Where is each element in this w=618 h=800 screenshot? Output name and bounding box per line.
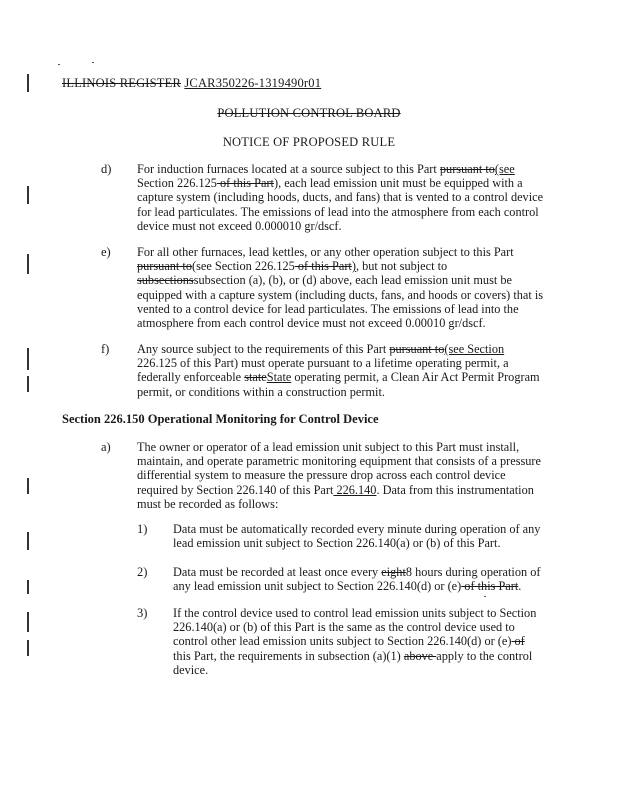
register-header — [62, 76, 321, 91]
change-bar — [27, 186, 29, 204]
change-bar — [27, 348, 29, 370]
change-bar — [27, 640, 29, 656]
para-e-label: e) — [101, 245, 111, 259]
item-2-label: 2) — [137, 565, 148, 579]
scan-speck — [92, 62, 94, 63]
register-strike: ILLINOIS REGISTER — [62, 76, 182, 90]
scan-speck — [484, 596, 486, 597]
change-bar — [27, 376, 29, 392]
item-1-label: 1) — [137, 522, 148, 536]
item-3: If the control device used to control lead emission units subject to Section 226.140(a) or (b) of this Part is the same as the control device used to control other lead emission units subject to Section 226.140(d) or (e) of this Part, the requirements in subsection (a)(1) above apply to the control device. — [173, 606, 537, 677]
item-2: Data must be recorded at least once every eight8 hours during operation of any lead emission unit subject to Section 226.140(d) or (e) of this Part. — [173, 565, 541, 594]
notice-title: NOTICE OF PROPOSED RULE — [222, 135, 396, 149]
section-heading: Section 226.150 Operational Monitoring for Control Device — [62, 412, 379, 426]
para-a: The owner or operator of a lead emission unit subject to this Part must install, maintain, and operate parametric monitoring equipment that consists of a pressure differential system to measure the pressure drop across each control device required by Section 226.140 of this Part 226.140. Data from this instrumentation must be recorded as follows: — [137, 440, 541, 511]
para-d-label: d) — [101, 162, 112, 176]
para-d: For induction furnaces located at a source subject to this Part pursuant to(see Section 226.125 of this Part), each lead emission unit must be equipped with a capture system (including hoods, ducts, and fans) that is vented to a control device for lead particulates. The emissions of lead into the atmosphere from each control device must not exceed 0.000010 gr/dscf. — [137, 162, 544, 233]
item-3-label: 3) — [137, 606, 148, 620]
item-1: Data must be automatically recorded every minute during operation of any lead emission unit subject to Section 226.140(a) or (b) of this Part. — [173, 522, 541, 551]
change-bar — [27, 478, 29, 494]
para-e: For all other furnaces, lead kettles, or any other operation subject to this Part pursuant to(see Section 226.125 of this Part), but not subject to subsectionssubsection (a), (b), or (d) above, each lead emission unit must be equipped with a capture system (including ducts, fans, and hoods or covers) that is vented to a control device for lead particulates. The emissions of lead into the atmosphere from each control device must not exceed 0.00010 gr/dscf. — [137, 245, 544, 331]
change-bar — [27, 612, 29, 632]
para-a-label: a) — [101, 440, 111, 454]
para-f-label: f) — [101, 342, 110, 356]
change-bar — [27, 532, 29, 550]
change-bar — [27, 580, 29, 594]
register-id: JCAR350226-1319490r01 — [184, 76, 322, 90]
para-f: Any source subject to the requirements of this Part pursuant to(see Section 226.125 of this Part) must operate pursuant to a lifetime operating permit, a federally enforceable stateState operating permit, a Clean Air Act Permit Program permit, or conditions within a construction permit. — [137, 342, 540, 399]
change-bar — [27, 74, 29, 92]
change-bar — [27, 254, 29, 274]
scan-speck — [58, 64, 60, 65]
board-title: POLLUTION CONTROL BOARD — [217, 106, 401, 120]
